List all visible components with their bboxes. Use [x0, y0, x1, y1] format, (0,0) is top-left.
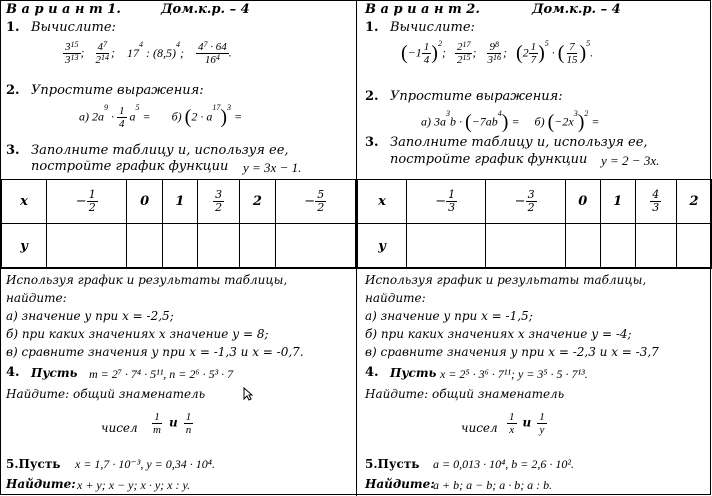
q2-text: Упростите выражения:: [390, 89, 563, 104]
q4-expression: x = 2⁵ · 3⁶ · 7¹¹; y = 3⁵ · 5 · 7¹³.: [440, 367, 588, 381]
fractions: $\frac{1}{m}$ и $\frac{1}{n}$: [153, 411, 192, 436]
table-y-cell[interactable]: [635, 224, 677, 269]
table-x-label: x: [2, 180, 47, 224]
table-y-cell[interactable]: [677, 224, 712, 269]
task-b: б) при каких значениях х значение у = 8;: [6, 327, 269, 341]
variant-1-column: [1, 1, 356, 496]
numbers-label: чисел: [461, 421, 498, 435]
table-y-label: y: [2, 224, 47, 269]
table-y-cell[interactable]: [162, 224, 197, 269]
using-line1: Используя график и результаты таблицы,: [365, 273, 647, 287]
q1-number: 1.: [6, 20, 20, 35]
find-label: Найдите:: [6, 477, 76, 491]
find-expressions: a + b; a − b; a · b; a : b.: [433, 478, 553, 492]
find-expressions: x + y; x − y; x · y; x : y.: [77, 478, 191, 492]
variant-1-subtitle: Дом.к.р. – 4: [161, 2, 250, 17]
q4-text: Пусть: [390, 366, 437, 380]
q2-expressions: а) $3a^3b \cdot (-7ab^4)$ = б) $(-2x^3)^2$ =: [421, 109, 600, 133]
variant-1-title: В а р и а н т 1.: [6, 2, 121, 17]
table-y-cell[interactable]: [275, 224, 355, 269]
find-denominator: Найдите: общий знаменатель: [365, 387, 565, 401]
find-label: Найдите:: [365, 477, 435, 491]
table-y-cell[interactable]: [240, 224, 275, 269]
task-c: в) сравните значения у при x = -2,3 и x = -3,7: [365, 345, 659, 359]
table-x-label: x: [358, 180, 407, 224]
table-x-cell: − $\frac{1}{3}$: [407, 180, 486, 224]
using-line2: найдите:: [6, 291, 67, 305]
q3-line1: Заполните таблицу и, используя ее,: [390, 135, 648, 150]
table-y-cell[interactable]: [600, 224, 635, 269]
q4-number: 4.: [365, 365, 379, 380]
task-c: в) сравните значения у при x = -1,3 и x = -0,7.: [6, 345, 304, 359]
using-line1: Используя график и результаты таблицы,: [6, 273, 288, 287]
q1-expressions: $\frac{3^{15}}{3^{13}}$ ; $\frac{4^7}{2^{14}}$ ; $17^4$ : $(8,5)^4$; $\frac{4^7 \cdot 64}{16^4}$ .: [65, 39, 232, 66]
find-denominator: Найдите: общий знаменатель: [6, 387, 206, 401]
q1-text: Вычислите:: [390, 20, 475, 35]
q3-number: 3.: [365, 135, 379, 150]
q4-text: Пусть: [31, 366, 78, 380]
table-x-cell: 1: [600, 180, 635, 224]
q4-expression: m = 2⁷ · 7⁴ · 5¹¹, n = 2⁶ · 5³ · 7: [89, 367, 234, 381]
q2-number: 2.: [6, 83, 20, 98]
task-a: а) значение у при x = -2,5;: [6, 309, 174, 323]
q2-text: Упростите выражения:: [31, 83, 204, 98]
table-y-label: y: [358, 224, 407, 269]
table-y-cell[interactable]: [565, 224, 600, 269]
values-table: [1, 179, 356, 269]
mouse-cursor-icon: [243, 387, 253, 401]
table-x-cell: $\frac{3}{2}$: [198, 180, 240, 224]
q1-number: 1.: [365, 20, 379, 35]
table-x-cell: 0: [127, 180, 162, 224]
table-x-cell: 2: [240, 180, 275, 224]
variant-2-subtitle: Дом.к.р. – 4: [532, 2, 621, 17]
q3-line2: постройте график функции: [31, 159, 229, 174]
table-x-cell: 1: [162, 180, 197, 224]
table-y-cell[interactable]: [486, 224, 565, 269]
table-x-cell: $\frac{4}{3}$: [635, 180, 677, 224]
q3-number: 3.: [6, 143, 20, 158]
q2-expressions: а) $2a^9$ · $\frac{1}{4}$ $a^5$ = б) $(2 \cdot a^{17})^3$ =: [79, 103, 243, 130]
q5-expression: x = 1,7 · 10⁻³, y = 0,34 · 10⁴.: [75, 457, 215, 471]
table-y-cell[interactable]: [198, 224, 240, 269]
numbers-label: чисел: [101, 421, 138, 435]
task-b: б) при каких значениях х значение у = -4;: [365, 327, 632, 341]
q3-function: y = 2 − 3x.: [601, 153, 660, 168]
table-y-cell[interactable]: [47, 224, 127, 269]
table-y-cell[interactable]: [407, 224, 486, 269]
q2-number: 2.: [365, 89, 379, 104]
values-table: [357, 179, 712, 269]
q5-expression: a = 0,013 · 10⁴, b = 2,6 · 10².: [433, 457, 574, 471]
q5-text: 5.Пусть: [6, 457, 61, 471]
variant-2-column: [357, 1, 712, 496]
q5-text: 5.Пусть: [365, 457, 420, 471]
table-x-cell: 0: [565, 180, 600, 224]
q3-line1: Заполните таблицу и, используя ее,: [31, 143, 289, 158]
fractions: $\frac{1}{x}$ и $\frac{1}{y}$: [509, 411, 545, 436]
table-y-cell[interactable]: [127, 224, 162, 269]
table-x-cell: − $\frac{3}{2}$: [486, 180, 565, 224]
q4-number: 4.: [6, 365, 20, 380]
table-x-cell: − $\frac{1}{2}$: [47, 180, 127, 224]
table-x-cell: 2: [677, 180, 712, 224]
q3-line2: постройте график функции: [390, 152, 588, 167]
using-line2: найдите:: [365, 291, 426, 305]
q3-function: y = 3x − 1.: [243, 160, 302, 175]
task-a: а) значение у при x = -1,5;: [365, 309, 533, 323]
variant-2-title: В а р и а н т 2.: [365, 2, 480, 17]
table-x-cell: − $\frac{5}{2}$: [275, 180, 355, 224]
q1-expressions: (−1 $\frac{1}{4}$ )$^2$; $\frac{2^{17}}{2^{15}}$ ; $\frac{9^8}{3^{16}}$ ; (2 $\frac{1}{7}$ )$^5$ · ( $\frac{7}{15}$ )$^5$.: [401, 39, 594, 66]
q1-text: Вычислите:: [31, 20, 116, 35]
